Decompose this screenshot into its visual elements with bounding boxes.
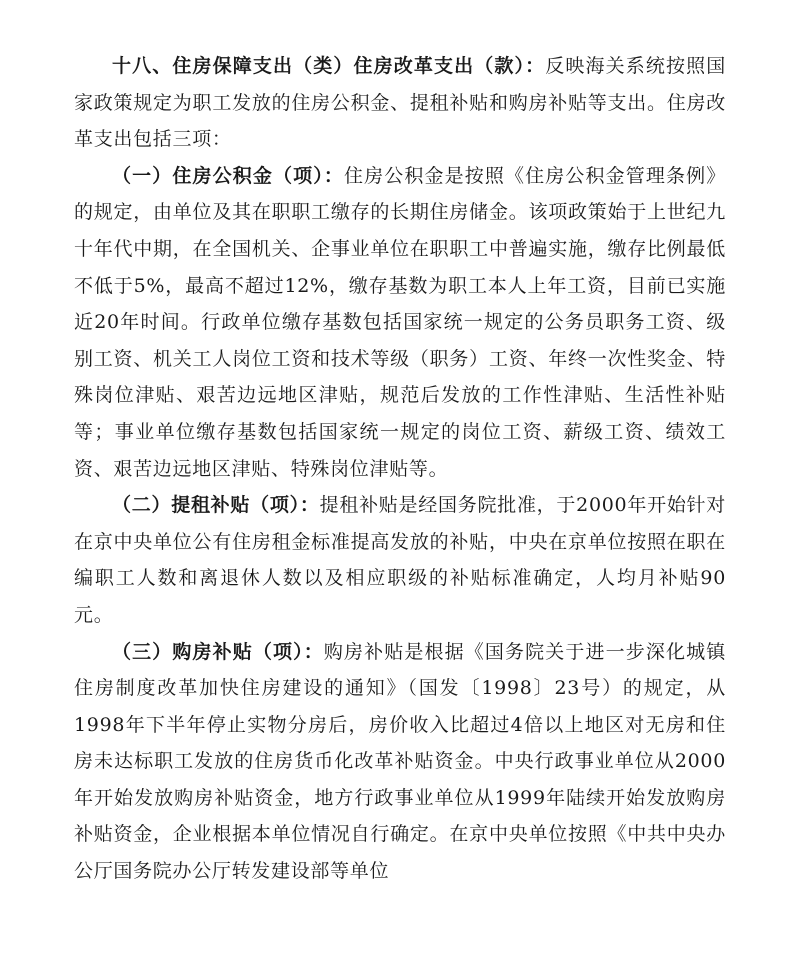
- item-1-heading: （一）住房公积金（项）：: [112, 164, 345, 187]
- section-18-body: 反映海关系统按照国家政策规定为职工发放的住房公积金、提租补贴和购房补贴等支出。住房改革支出包括三项：: [74, 55, 726, 151]
- item-3-body: 购房补贴是根据《国务院关于进一步深化城镇住房制度改革加快住房建设的通知》（国发〔1998〕23号）的规定，从1998年下半年停止实物分房后，房价收入比超过4倍以上地区对无房和住房未达标职工发放的住房货币化改革补贴资金。中央行政事业单位从2000年开始发放购房补贴资金，地方行政事业单位从1999年陆续开始发放购房补贴资金，企业根据本单位情况自行确定。在京中央单位按照《中共中央办公厅国务院办公厅转发建设部等单位: [74, 640, 726, 883]
- item-1-body: 住房公积金是按照《住房公积金管理条例》的规定，由单位及其在职职工缴存的长期住房储金。该项政策始于上世纪九十年代中期，在全国机关、企事业单位在职职工中普遍实施，缴存比例最低不低于5%，最高不超过12%，缴存基数为职工本人上年工资，目前已实施近20年时间。行政单位缴存基数包括国家统一规定的公务员职务工资、级别工资、机关工人岗位工资和技术等级（职务）工资、年终一次性奖金、特殊岗位津贴、艰苦边远地区津贴，规范后发放的工作性津贴、生活性补贴等；事业单位缴存基数包括国家统一规定的岗位工资、薪级工资、绩效工资、艰苦边远地区津贴、特殊岗位津贴等。: [74, 164, 726, 480]
- item-2-paragraph: [74, 487, 726, 633]
- item-1-paragraph: [74, 158, 726, 487]
- section-18-heading: 十八、住房保障支出（类）住房改革支出（款）：: [112, 55, 546, 77]
- item-2-heading: （二）提租补贴（项）：: [112, 494, 320, 517]
- document-page: [74, 48, 726, 890]
- item-3-paragraph: [74, 634, 726, 890]
- item-3-heading: （三）购房补贴（项）：: [112, 640, 324, 663]
- section-18-paragraph: [74, 48, 726, 158]
- item-2-body: 提租补贴是经国务院批准，于2000年开始针对在京中央单位公有住房租金标准提高发放的补贴，中央在京单位按照在职在编职工人数和离退休人数以及相应职级的补贴标准确定，人均月补贴90元。: [74, 494, 726, 626]
